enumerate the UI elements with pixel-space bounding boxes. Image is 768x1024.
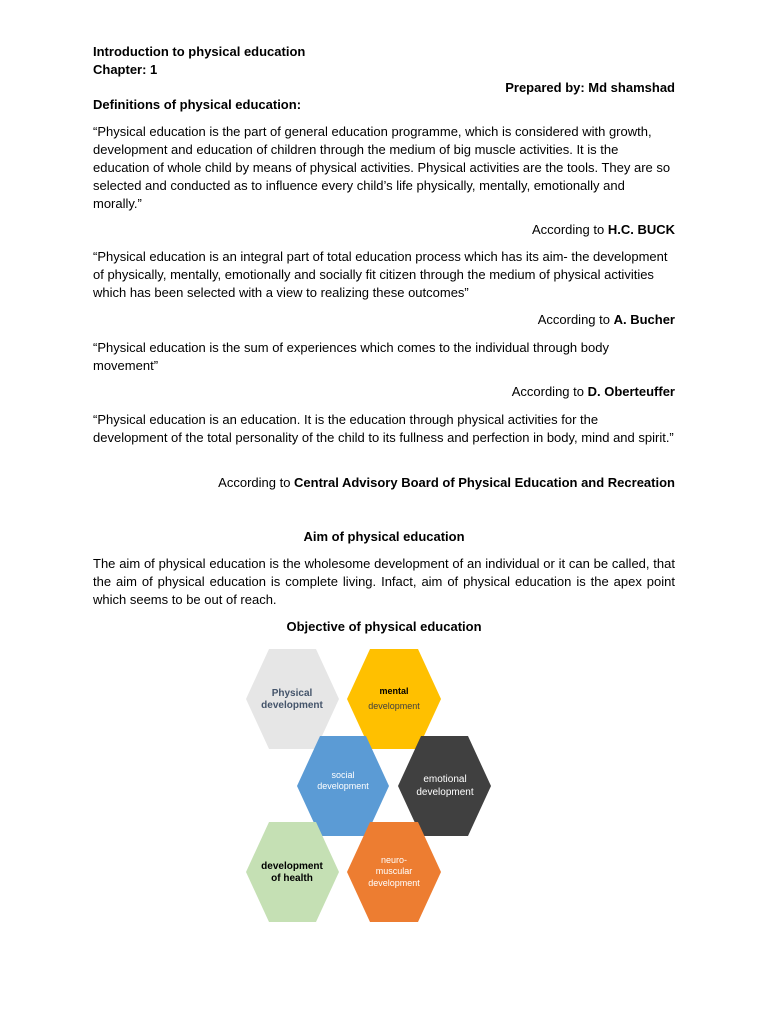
hexagon-label-line1: emotional	[423, 774, 467, 785]
hexagon-shape	[246, 822, 339, 922]
definition-quote-1: “Physical education is the part of general education programme, which is considered with growth, development and education of children through the medium of big muscle activities. It is the education of whole child by means of physical activities. Physical activities are the tools. They are so selected and conducted as to influence every child’s life physically, mentally, emotionally and morally.”	[93, 124, 671, 211]
hexagon-mental-development	[347, 649, 441, 749]
aim-text: The aim of physical education is the wholesome development of an individual or it can be called, that the aim of physical education is complete living. Infact, aim of physical education is the apex point which seems to be out of reach.	[93, 556, 675, 607]
hexagon-label-line1: social	[331, 770, 355, 780]
title: Introduction to physical education	[93, 44, 306, 59]
hexagon-label-line2: development	[261, 700, 323, 711]
hexagon-label-line1: Physical	[271, 688, 313, 699]
hexagon-physical-development	[246, 649, 339, 749]
hexagon-emotional-development	[398, 736, 491, 836]
author-name: A. Bucher	[613, 312, 675, 327]
hexagon-shape	[347, 649, 441, 749]
hexagon-label-line1: mental	[379, 686, 409, 696]
according-prefix: According to	[511, 384, 588, 399]
prepared-by: Prepared by: Md shamshad	[505, 80, 675, 95]
hexagon-label-line2: development	[416, 787, 474, 798]
hexagon-label-line2: muscular	[375, 866, 413, 876]
hexagon-label-line3: development	[368, 878, 420, 888]
hexagon-label-line2: development	[317, 781, 369, 791]
hexagon-development-of-health	[246, 822, 339, 922]
aim-heading: Aim of physical education	[303, 529, 465, 544]
definition-quote-4: “Physical education is an education. It is the education through physical activities for the development of the total personality of the child to its fullness and perfection in body, mind and spirit.”	[93, 412, 674, 445]
hexagon-label-line1: development	[261, 861, 323, 872]
hexagon-label-line2: of health	[271, 873, 313, 884]
according-prefix: According to	[531, 222, 608, 237]
author-name: Central Advisory Board of Physical Education and Recreation	[294, 475, 675, 490]
according-prefix: According to	[218, 475, 295, 490]
hexagon-shape	[398, 736, 491, 836]
author-name: H.C. BUCK	[607, 222, 675, 237]
hexagon-neuromuscular-development	[347, 822, 441, 922]
definitions-heading: Definitions of physical education:	[93, 97, 302, 112]
hexagon-shape	[246, 649, 339, 749]
definition-quote-2: “Physical education is an integral part of total education process which has its aim- the development of physically, mentally, emotionally and socially fit citizen through the medium of physical activities which has been selected with a view to realizing these outcomes”	[93, 249, 668, 300]
hexagon-label-line2: development	[368, 701, 420, 711]
hexagon-label-line1: neuro-	[380, 855, 408, 865]
objective-heading: Objective of physical education	[286, 619, 482, 634]
author-name: D. Oberteuffer	[587, 384, 675, 399]
hexagon-social-development	[297, 736, 389, 836]
definition-quote-3: “Physical education is the sum of experiences which comes to the individual through body movement”	[93, 340, 609, 373]
according-prefix: According to	[537, 312, 614, 327]
chapter-label: Chapter: 1	[93, 62, 158, 77]
